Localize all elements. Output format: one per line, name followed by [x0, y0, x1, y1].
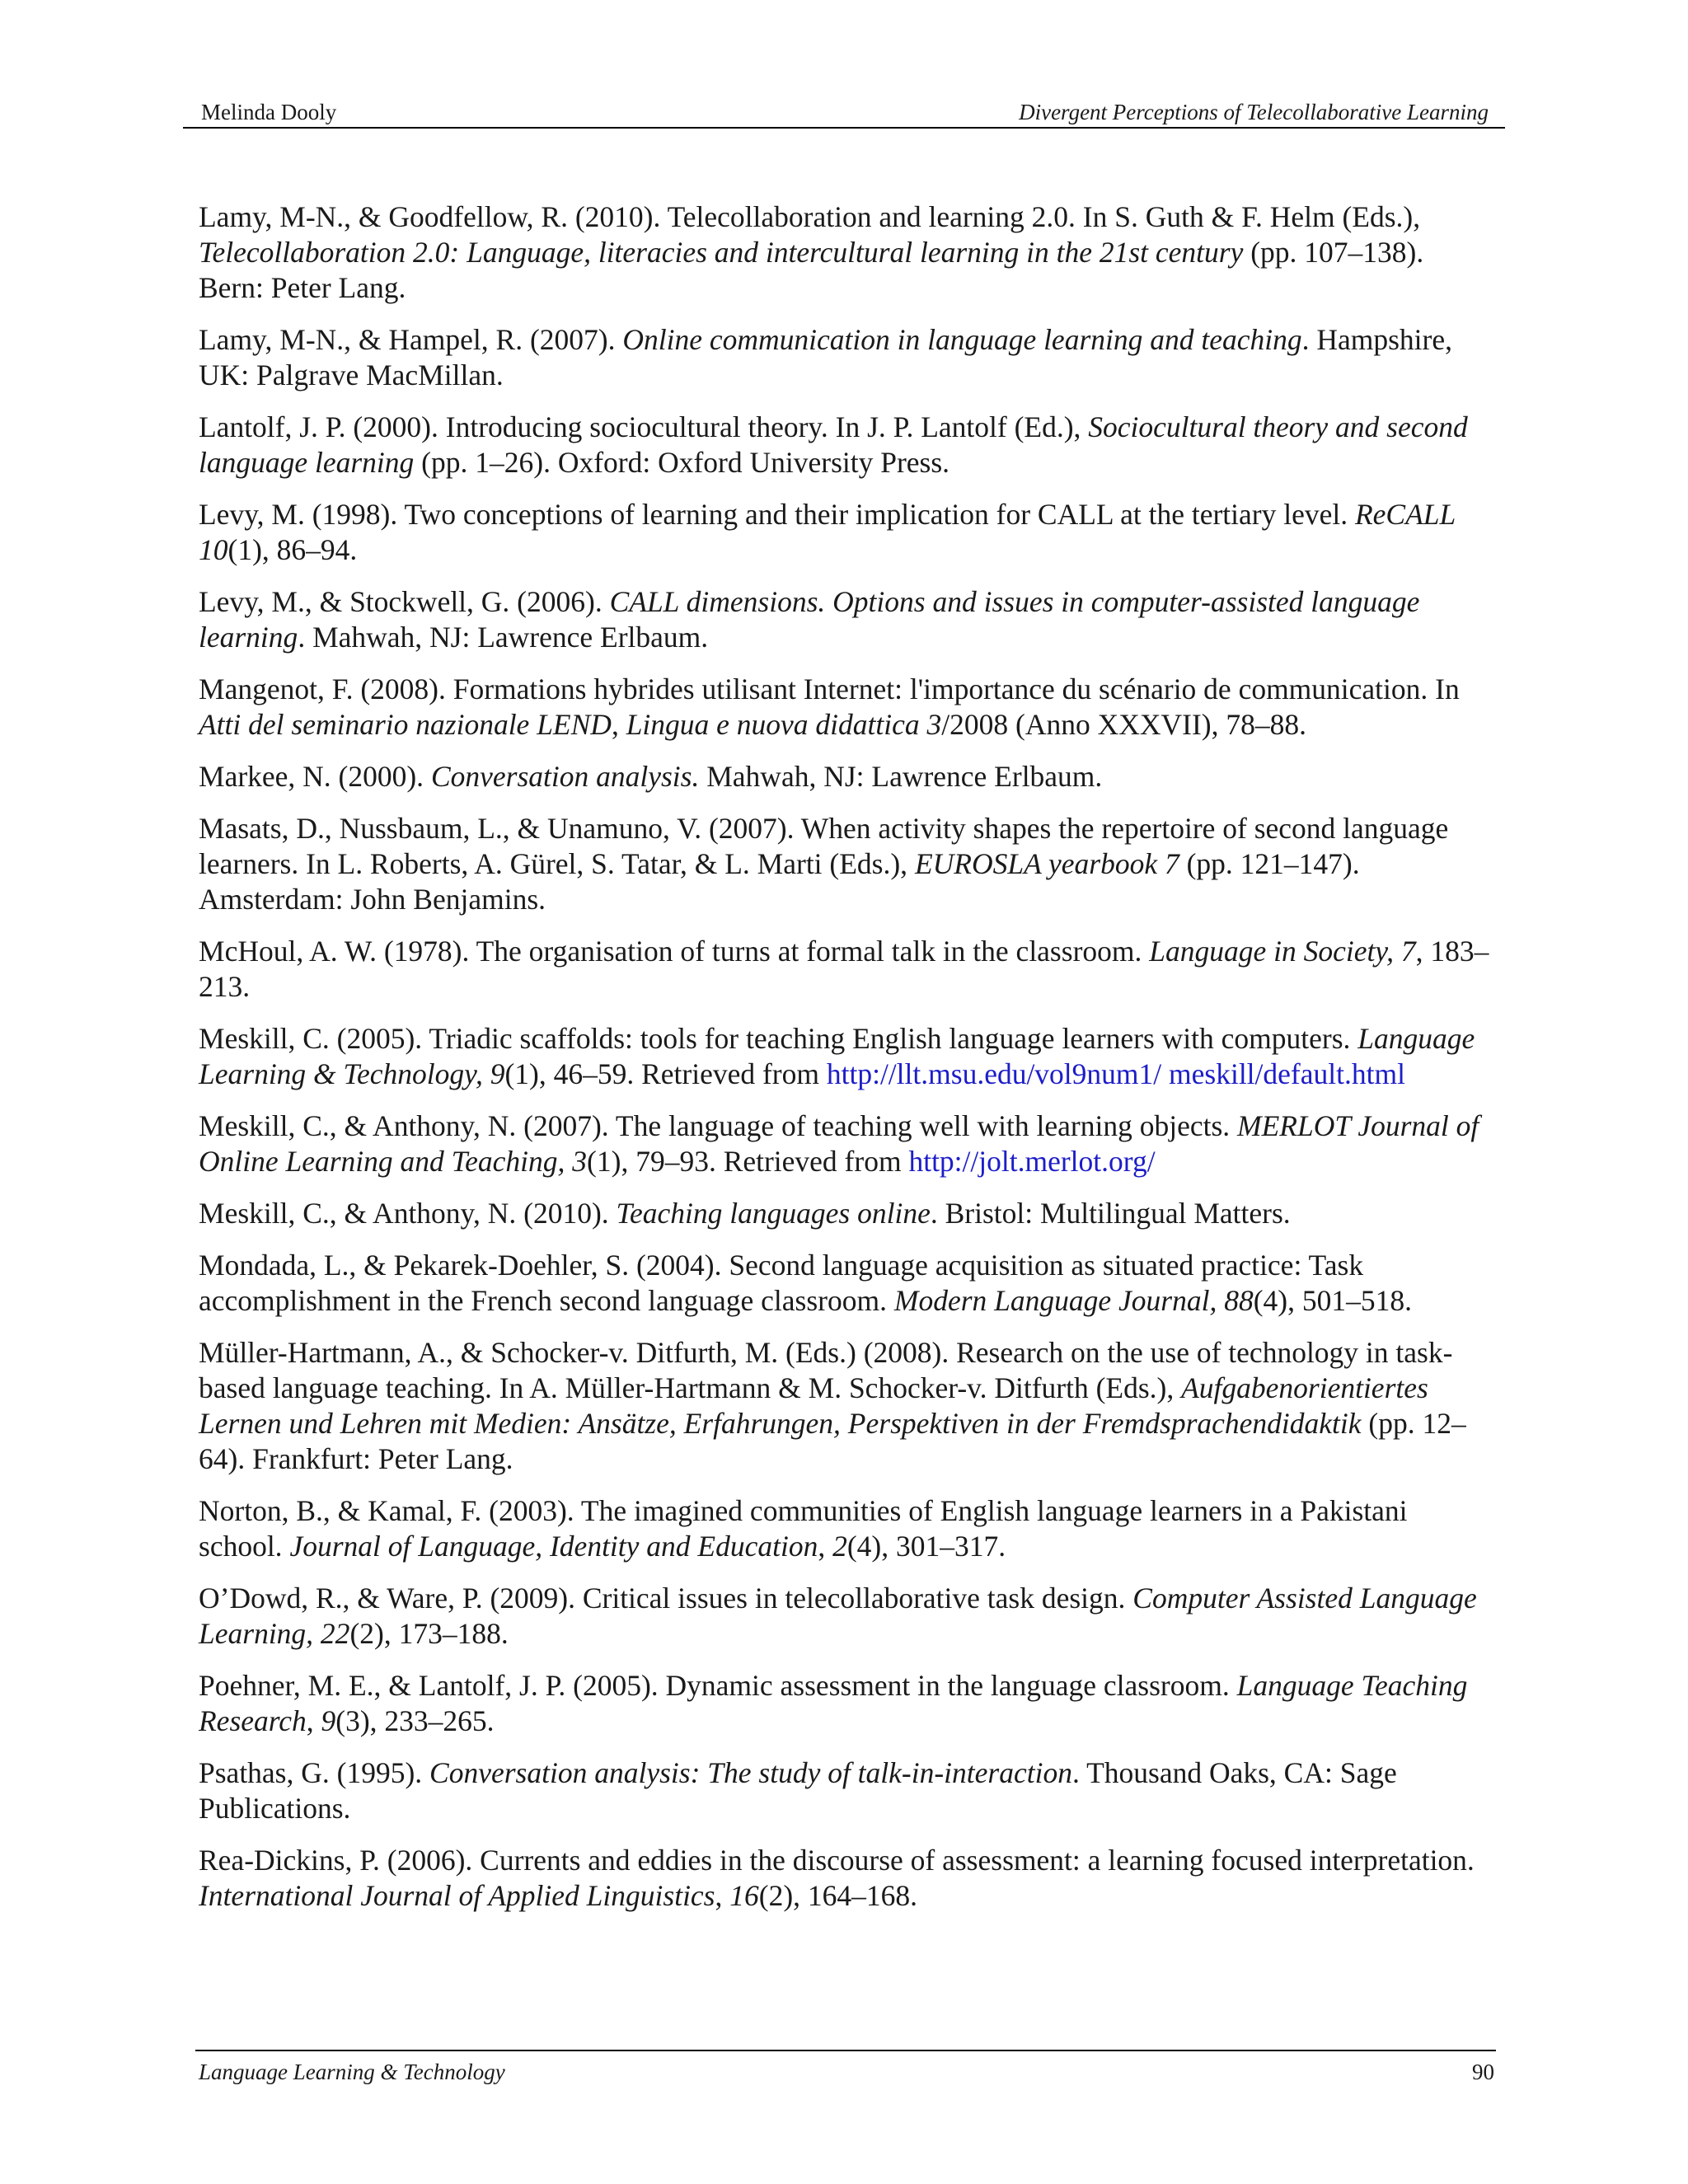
reference-italic-title: Language Teaching Research [199, 1669, 1468, 1737]
reference-italic-title: Atti del seminario nazionale LEND [199, 708, 612, 741]
reference-italic-title: Conversation analysis. [430, 760, 700, 793]
reference-entry [199, 1196, 1493, 1231]
reference-text: , 183–213. [199, 935, 1489, 1003]
reference-text: Psathas, G. (1995). [199, 1756, 430, 1789]
reference-italic-title: MERLOT Journal of Online Learning and Teaching, 3 [199, 1109, 1479, 1178]
reference-italic-title: ReCALL 10 [199, 498, 1456, 566]
reference-text: . Mahwah, NJ: Lawrence Erlbaum. [298, 621, 709, 654]
running-header [183, 97, 1505, 129]
reference-text: (2), 164–168. [758, 1879, 918, 1912]
reference-text: (1), 86–94. [227, 533, 358, 566]
reference-italic-title: Telecollaboration 2.0: Language, literacies and intercultural learning in the 21st century [199, 236, 1244, 269]
reference-entry [199, 322, 1493, 393]
reference-entry [199, 934, 1493, 1005]
reference-list [199, 199, 1493, 1930]
reference-entry [199, 1248, 1493, 1319]
reference-text: , [611, 708, 626, 741]
reference-text: . Thousand Oaks, CA: Sage Publications. [199, 1756, 1397, 1825]
reference-text: (pp. 121–147). Amsterdam: John Benjamins. [199, 847, 1360, 916]
reference-text: Meskill, C. (2005). Triadic scaffolds: tools for teaching English language learners with computers. [199, 1022, 1358, 1055]
reference-url-link[interactable]: http://llt.msu.edu/vol9num1/ meskill/default.html [826, 1057, 1405, 1090]
reference-text: McHoul, A. W. (1978). The organisation of turns at formal talk in the classroom. [199, 935, 1150, 968]
reference-italic-title: Computer Assisted Language Learning, 22 [199, 1582, 1477, 1650]
reference-text: , [306, 1704, 321, 1737]
reference-text: Mangenot, F. (2008). Formations hybrides utilisant Internet: l'importance du scénario de communication. In [199, 673, 1460, 705]
footer-page-number: 90 [1472, 2060, 1494, 2084]
reference-url-link[interactable]: http://jolt.merlot.org/ [908, 1145, 1156, 1178]
reference-text: Masats, D., Nussbaum, L., & Unamuno, V. (2007). When activity shapes the repertoire of second language learners. In L. Roberts, A. Gürel, S. Tatar, & L. Marti (Eds.), [199, 812, 1449, 880]
reference-text: (1), 46–59. Retrieved from [504, 1057, 827, 1090]
reference-text: Markee, N. (2000). [199, 760, 431, 793]
reference-text: (2), 173–188. [349, 1617, 509, 1650]
reference-text: Mahwah, NJ: Lawrence Erlbaum. [699, 760, 1103, 793]
reference-italic-title: International Journal of Applied Linguistics [199, 1879, 715, 1912]
reference-text: (pp. 107–138). Bern: Peter Lang. [199, 236, 1424, 304]
reference-italic-title: 2 [832, 1530, 847, 1563]
reference-text: Müller-Hartmann, A., & Schocker-v. Ditfurth, M. (Eds.) (2008). Research on the use of technology in task-based language teaching. In A. Müller-Hartmann & M. Schocker-v. Ditfurth (Eds.), [199, 1336, 1453, 1404]
reference-text: (pp. 1–26). Oxford: Oxford University Press. [414, 446, 950, 479]
reference-italic-title: 16 [729, 1879, 759, 1912]
reference-italic-title: Online communication in language learning and teaching [622, 323, 1302, 356]
reference-entry [199, 1843, 1493, 1914]
reference-text: Levy, M., & Stockwell, G. (2006). [199, 585, 610, 618]
reference-text: Meskill, C., & Anthony, N. (2007). The language of teaching well with learning objects. [199, 1109, 1238, 1142]
reference-italic-title: Lingua e nuova didattica 3 [626, 708, 942, 741]
reference-text: Meskill, C., & Anthony, N. (2010). [199, 1197, 617, 1230]
reference-entry [199, 199, 1493, 306]
reference-text: Rea-Dickins, P. (2006). Currents and eddies in the discourse of assessment: a learning focused interpretation. [199, 1844, 1475, 1877]
reference-text: (4), 301–317. [846, 1530, 1006, 1563]
reference-entry [199, 1668, 1493, 1739]
running-footer [195, 2050, 1496, 2089]
reference-text: . Hampshire, UK: Palgrave MacMillan. [199, 323, 1452, 391]
reference-entry [199, 1021, 1493, 1092]
reference-text: (4), 501–518. [1253, 1284, 1412, 1317]
reference-entry [199, 1108, 1493, 1179]
footer-journal-name: Language Learning & Technology [199, 2060, 505, 2084]
reference-text: Levy, M. (1998). Two conceptions of learning and their implication for CALL at the tertiary level. [199, 498, 1355, 531]
reference-entry [199, 672, 1493, 743]
reference-entry [199, 1335, 1493, 1477]
reference-entry [199, 1755, 1493, 1826]
reference-text: (1), 79–93. Retrieved from [587, 1145, 909, 1178]
reference-italic-title: Conversation analysis: The study of talk-in-interaction [429, 1756, 1072, 1789]
reference-text: /2008 (Anno XXXVII), 78–88. [941, 708, 1306, 741]
reference-italic-title: CALL dimensions. Options and issues in computer-assisted language learning [199, 585, 1420, 654]
reference-italic-title: Modern Language Journal, 88 [893, 1284, 1254, 1317]
reference-entry [199, 759, 1493, 794]
reference-text: (pp. 12–64). Frankfurt: Peter Lang. [199, 1407, 1466, 1475]
reference-italic-title: Journal of Language, Identity and Education [289, 1530, 818, 1563]
reference-italic-title: Language Learning & Technology, 9 [199, 1022, 1475, 1090]
reference-entry [199, 811, 1493, 917]
reference-text: Mondada, L., & Pekarek-Doehler, S. (2004). Second language acquisition as situated practice: Task accomplishment in the French second language classroom. [199, 1249, 1364, 1317]
reference-text: (3), 233–265. [335, 1704, 495, 1737]
reference-text: Lantolf, J. P. (2000). Introducing sociocultural theory. In J. P. Lantolf (Ed.), [199, 410, 1089, 443]
reference-italic-title: 9 [321, 1704, 336, 1737]
reference-entry [199, 1581, 1493, 1652]
reference-entry [199, 584, 1493, 655]
header-running-title: Divergent Perceptions of Telecollaborative Learning [1019, 100, 1489, 124]
reference-entry [199, 1493, 1493, 1564]
reference-text: O’Dowd, R., & Ware, P. (2009). Critical issues in telecollaborative task design. [199, 1582, 1133, 1615]
reference-italic-title: Sociocultural theory and second language learning [199, 410, 1468, 479]
reference-italic-title: Teaching languages online [616, 1197, 931, 1230]
reference-text: Norton, B., & Kamal, F. (2003). The imagined communities of English language learners in a Pakistani school. [199, 1494, 1408, 1563]
reference-italic-title: Aufgabenorientiertes Lernen und Lehren mit Medien: Ansätze, Erfahrungen, Perspektiven in der Fremdsprachendidaktik [199, 1371, 1428, 1440]
header-author: Melinda Dooly [201, 100, 337, 124]
reference-text: , [818, 1530, 833, 1563]
reference-text: . Bristol: Multilingual Matters. [930, 1197, 1291, 1230]
reference-text: Poehner, M. E., & Lantolf, J. P. (2005). Dynamic assessment in the language classroom. [199, 1669, 1237, 1702]
reference-entry [199, 497, 1493, 568]
reference-italic-title: Language in Society, 7 [1149, 935, 1416, 968]
reference-text: , [715, 1879, 730, 1912]
reference-italic-title: EUROSLA yearbook 7 [914, 847, 1179, 880]
reference-text: Lamy, M-N., & Hampel, R. (2007). [199, 323, 623, 356]
reference-text: Lamy, M-N., & Goodfellow, R. (2010). Telecollaboration and learning 2.0. In S. Guth & F. Helm (Eds.), [199, 200, 1421, 233]
reference-entry [199, 410, 1493, 480]
